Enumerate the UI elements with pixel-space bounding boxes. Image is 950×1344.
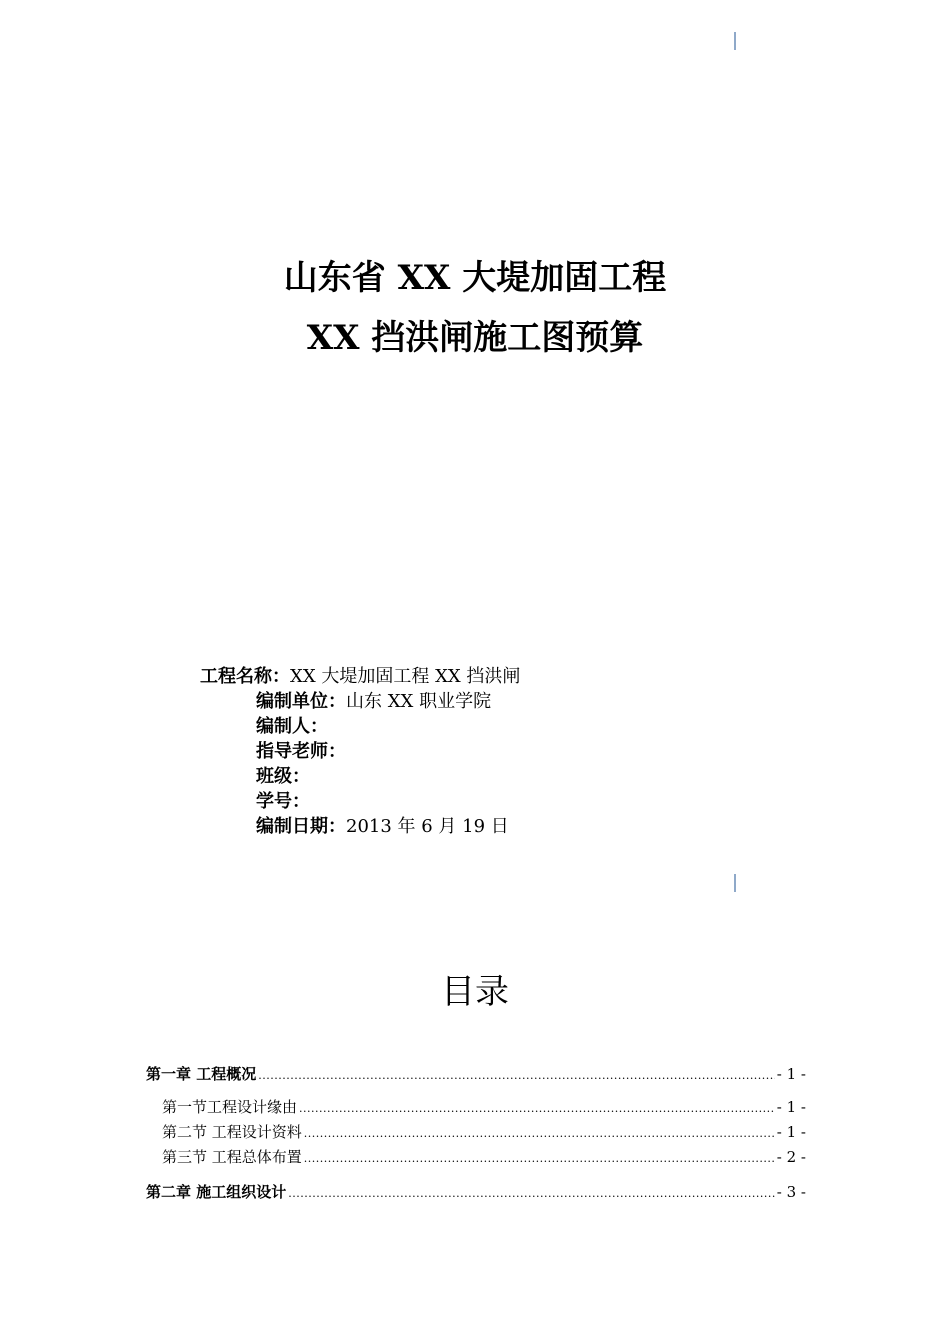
- toc-entry-page: - 1 -: [776, 1098, 806, 1116]
- toc-title: 目录: [441, 972, 509, 1012]
- info-value: 2013 年 6 月 19 日: [346, 816, 509, 837]
- info-label: 编制人：: [256, 716, 328, 737]
- toc-entry-text: 第一节工程设计缘由: [162, 1098, 298, 1116]
- info-author: [256, 715, 328, 739]
- toc-entry-text: 第二节 工程设计资料: [162, 1123, 302, 1141]
- info-label: 工程名称：: [200, 666, 290, 687]
- info-project-name: [200, 665, 520, 689]
- info-value: XX 大堤加固工程 XX 挡洪闸: [290, 666, 521, 687]
- info-unit: [256, 690, 491, 714]
- toc-entry-text: 第三节 工程总体布置: [162, 1148, 302, 1166]
- info-value: 山东 XX 职业学院: [346, 691, 492, 712]
- info-label: 学号：: [256, 791, 310, 812]
- toc-leader-dots: [304, 1124, 775, 1144]
- info-advisor: [256, 740, 346, 764]
- info-class: [256, 765, 310, 789]
- toc-entry[interactable]: [162, 1097, 806, 1119]
- toc-entry-text: 第二章 施工组织设计: [146, 1183, 287, 1201]
- toc-leader-dots: [258, 1066, 775, 1086]
- toc-leader-dots: [288, 1184, 775, 1204]
- toc-entry[interactable]: [162, 1122, 806, 1144]
- page-corner-mark: [734, 32, 736, 50]
- document-title-line2: XX 挡洪闸施工图预算: [306, 318, 644, 358]
- toc-entry-page: - 1 -: [776, 1065, 806, 1083]
- toc-entry-page: - 2 -: [776, 1148, 806, 1166]
- info-date: [256, 815, 509, 839]
- toc-entry[interactable]: [146, 1064, 806, 1086]
- toc-entry[interactable]: [162, 1147, 806, 1169]
- toc-entry-text: 第一章 工程概况: [146, 1065, 257, 1083]
- toc-leader-dots: [299, 1099, 775, 1119]
- toc-entry[interactable]: [146, 1182, 806, 1204]
- info-label: 编制日期：: [256, 816, 346, 837]
- toc-leader-dots: [304, 1149, 775, 1169]
- info-label: 编制单位：: [256, 691, 346, 712]
- info-student-id: [256, 790, 310, 814]
- document-title-line1: 山东省 XX 大堤加固工程: [283, 258, 667, 298]
- info-label: 指导老师：: [256, 741, 346, 762]
- toc-entry-page: - 3 -: [776, 1183, 806, 1201]
- toc-entry-page: - 1 -: [776, 1123, 806, 1141]
- info-label: 班级：: [256, 766, 310, 787]
- page-corner-mark: [734, 874, 736, 892]
